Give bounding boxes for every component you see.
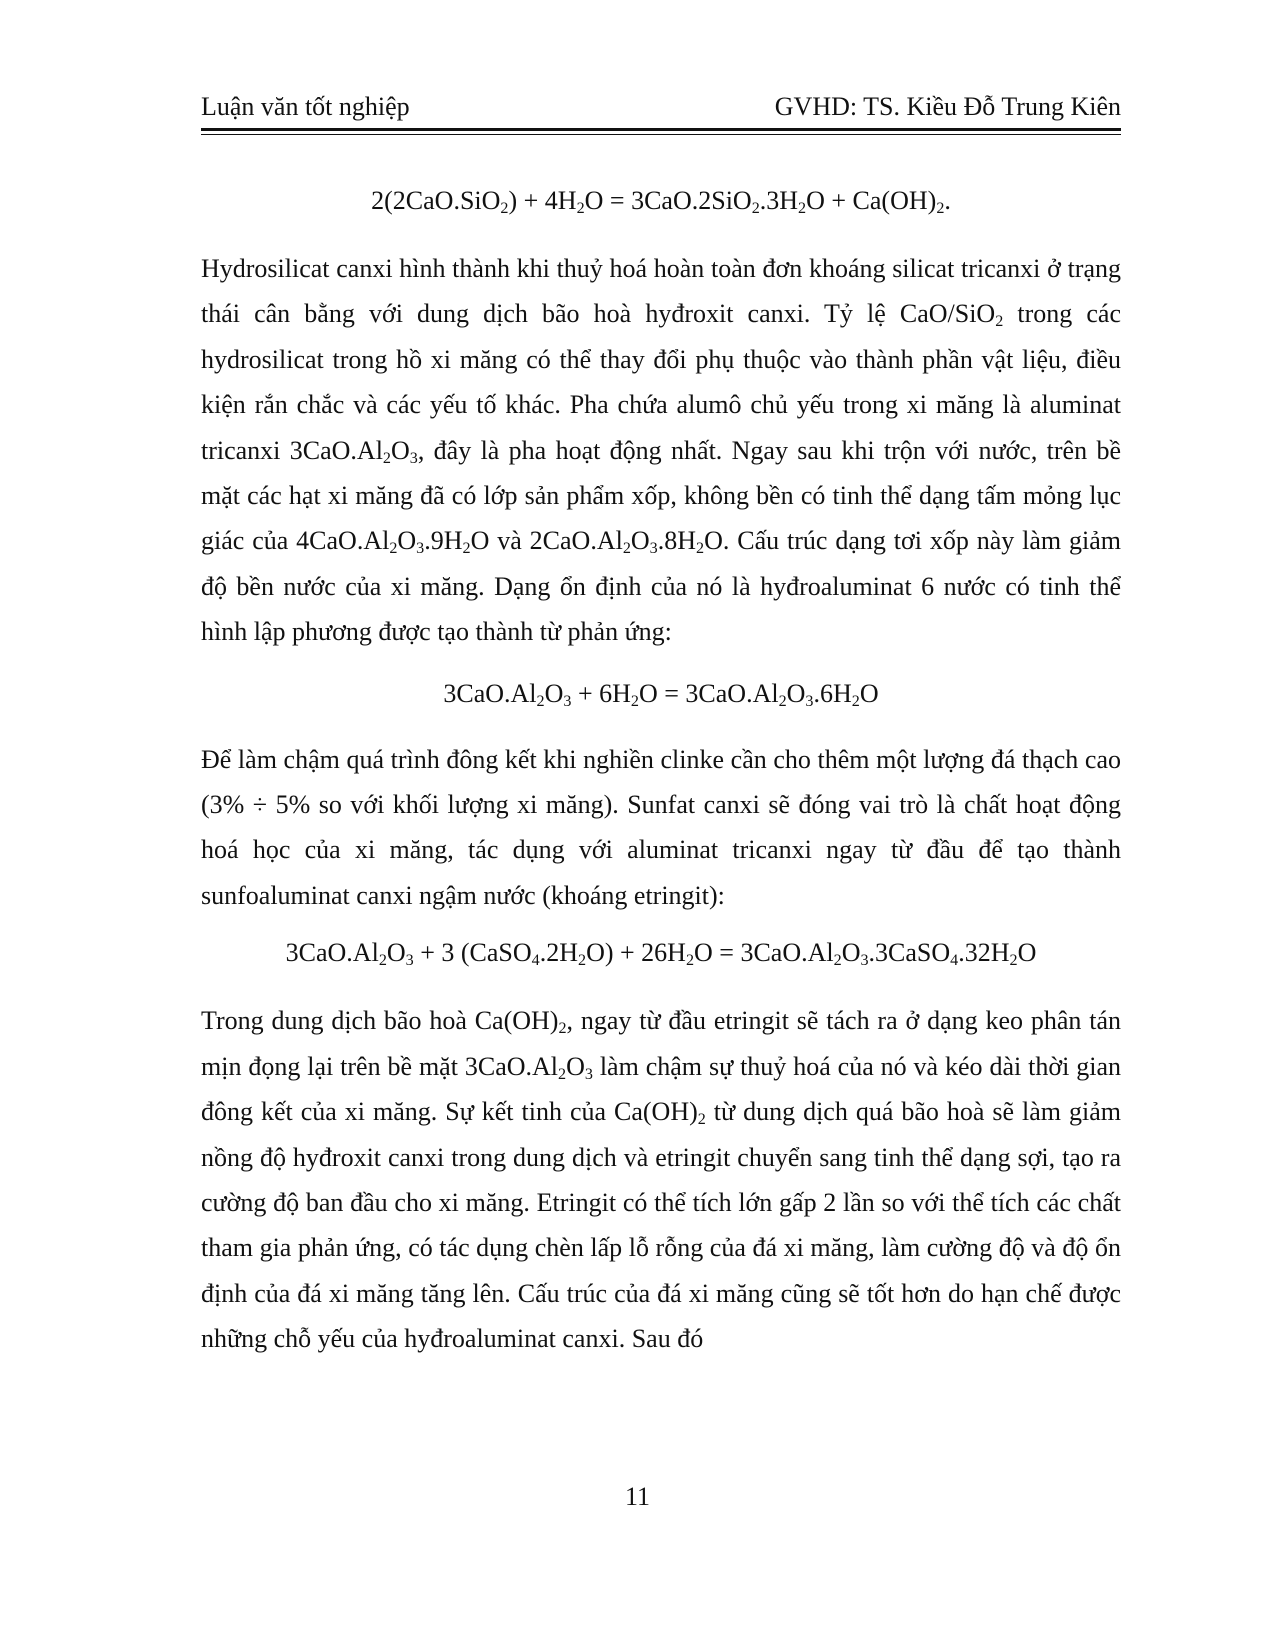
page-header — [201, 92, 1121, 126]
paragraph-gypsum: Để làm chậm quá trình đông kết khi nghiền clinke cần cho thêm một lượng đá thạch cao (3% ÷ 5% so với khối lượng xi măng). Sunfat canxi sẽ đóng vai trò là chất hoạt động hoá học của xi măng, tác dụng với aluminat tricanxi ngay từ đầu để tạo thành sunfoaluminat canxi ngậm nước (khoáng etringit): — [201, 744, 1121, 910]
header-rule-thin — [201, 134, 1121, 135]
page-body — [201, 178, 1121, 1362]
header-rule-thick — [201, 128, 1121, 131]
equation-tricalcium-aluminate-hydration: $3CaO.Al_2O_3 + 6H_2O = 3CaO.Al_2O_3.6H_2O$ — [443, 678, 879, 710]
page-number: 11 — [624, 1482, 651, 1511]
paragraph-ettringite: Trong dung dịch bão hoà $Ca(OH)_2$, ngay từ đầu etringit sẽ tách ra ở dạng keo phân tán mịn đọng lại trên bề mặt $3CaO.Al_2O_3$ làm chậm sự thuỷ hoá của nó và kéo dài thời gian đông kết của xi măng. Sự kết tinh của $Ca(OH)_2$ từ dung dịch quá bão hoà sẽ làm giảm nồng độ hyđroxit canxi trong dung dịch và etringit chuyển sang tinh thể dạng sợi, tạo ra cường độ ban đầu cho xi măng. Etringit có thể tích lớn gấp 2 lần so với thể tích các chất tham gia phản ứng, có tác dụng chèn lấp lỗ rỗng của đá xi măng, làm cường độ và độ ổn định của đá xi măng tăng lên. Cấu trúc của đá xi măng cũng sẽ tốt hơn do hạn chế được những chỗ yếu của hyđroaluminat canxi. Sau đó — [201, 1006, 1121, 1354]
header-advisor: GVHD: TS. Kiều Đỗ Trung Kiên — [774, 92, 1121, 121]
equation-ettringite-formation: $3CaO.Al_2O_3 + 3$ $(CaSO_4.2H_2O) + 26H_2O$ = $3CaO.Al_2O_3.3CaSO_4.32H_2O$ — [285, 938, 1037, 970]
paragraph-hydrosilicate: Hydrosilicat canxi hình thành khi thuỷ hoá hoàn toàn đơn khoáng silicat tricanxi ở trạng thái cân bằng với dung dịch bão hoà hyđroxit canxi. Tỷ lệ CaO/SiO$_2$ trong các hydrosilicat trong hồ xi măng có thể thay đổi phụ thuộc vào thành phần vật liệu, điều kiện rắn chắc và các yếu tố khác. Pha chứa alumô chủ yếu trong xi măng là aluminat tricanxi $3CaO.Al_2O_3$, đây là pha hoạt động nhất. Ngay sau khi trộn với nước, trên bề mặt các hạt xi măng đã có lớp sản phẩm xốp, không bền có tinh thể dạng tấm mỏng lục giác của $4CaO.Al_2O_3.9H_2O$ và $2CaO.Al_2O_3.8H_2O$. Cấu trúc dạng tơi xốp này làm giảm độ bền nước của xi măng. Dạng ổn định của nó là hyđroaluminat 6 nước có tinh thể hình lập phương được tạo thành từ phản ứng: — [201, 254, 1121, 647]
equation-dicalcium-silicate-hydration: $2(2CaO.SiO_2) + 4H_2O = 3CaO.2SiO_2.3H_2O + Ca(OH)_2$. — [371, 186, 951, 218]
header-thesis-title: Luận văn tốt nghiệp — [201, 92, 410, 121]
